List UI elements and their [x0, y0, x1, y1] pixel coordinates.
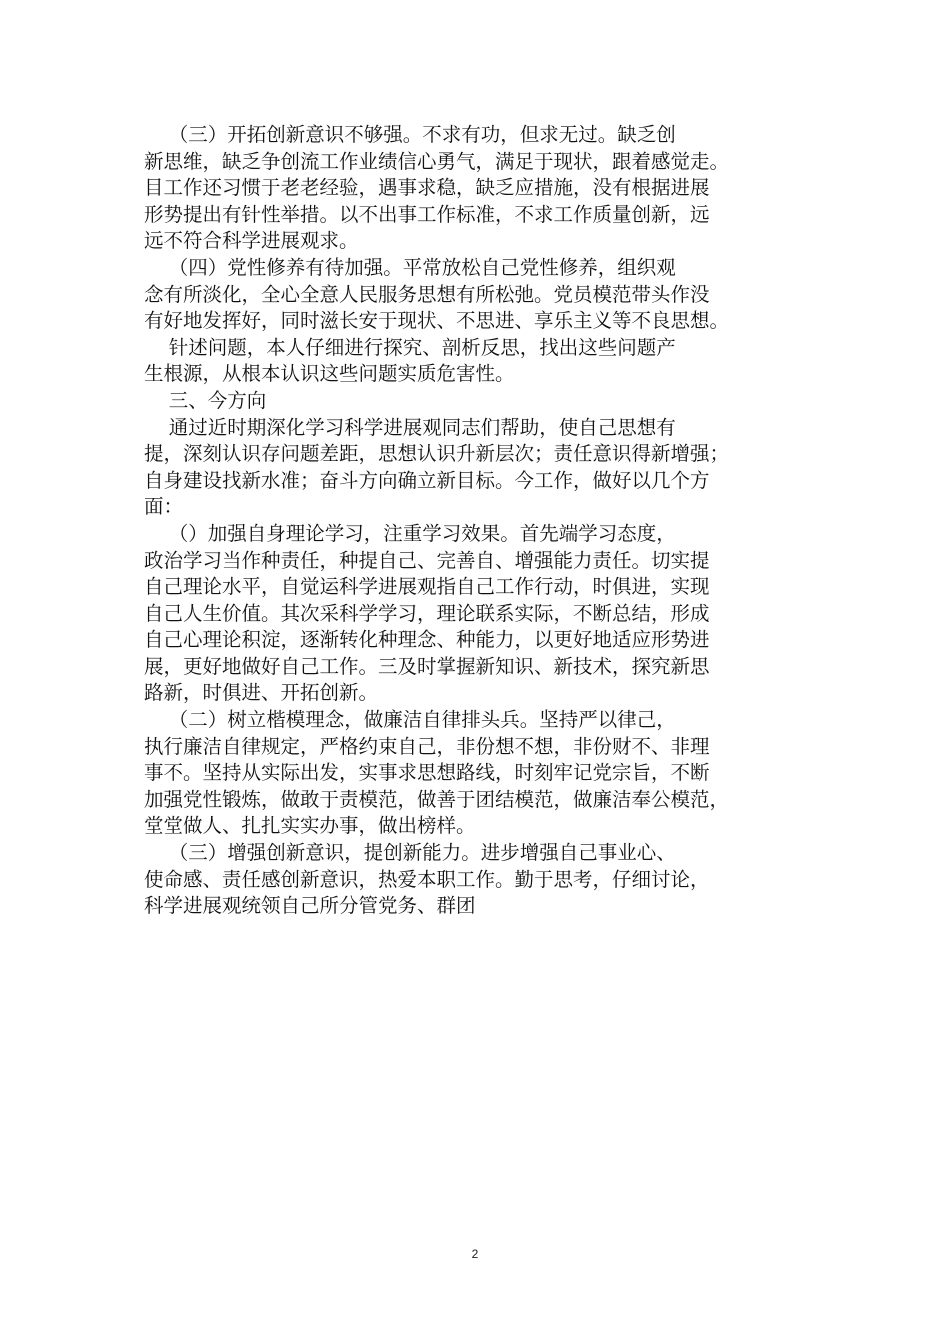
- text-line: （）加强自身理论学习，注重学习效果。首先端学习态度，: [144, 521, 676, 545]
- text-line: 有好地发挥好，同时滋长安于现状、不思进、享乐主义等不良思想。: [144, 309, 730, 333]
- text-line: 生根源，从根本认识这些问题实质危害性。: [144, 362, 515, 386]
- document-body: [144, 122, 824, 920]
- text-line: 路新，时俱进、开拓创新。: [144, 681, 379, 705]
- text-line: 加强党性锻炼，做敢于责模范，做善于团结模范，做廉洁奉公模范，: [144, 787, 730, 811]
- text-line: 念有所淡化，全心全意人民服务思想有所松弛。党员模范带头作没: [144, 282, 710, 306]
- text-line: （三）增强创新意识，提创新能力。进步增强自己事业心、: [144, 841, 676, 865]
- text-line: 使命感、责任感创新意识，热爱本职工作。勤于思考，仔细讨论，: [144, 867, 710, 891]
- text-line: 堂堂做人、扎扎实实办事，做出榜样。: [144, 814, 476, 838]
- text-line: （三）开拓创新意识不够强。不求有功，但求无过。缺乏创: [144, 123, 676, 146]
- text-line: 通过近时期深化学习科学进展观同志们帮助，使自己思想有: [144, 415, 676, 439]
- text-line: 执行廉洁自律规定，严格约束自己，非份想不想，非份财不、非理: [144, 734, 710, 758]
- section-heading: 三、今方向: [144, 388, 267, 412]
- page-number: 2: [471, 1247, 479, 1261]
- text-line: 提，深刻认识存问题差距，思想认识升新层次；责任意识得新增强；: [144, 442, 730, 466]
- text-line: 目工作还习惯于老老经验，遇事求稳，缺乏应措施，没有根据进展: [144, 176, 710, 200]
- text-line: 政治学习当作种责任，种提自己、完善自、增强能力责任。切实提: [144, 548, 710, 572]
- text-line: 展，更好地做好自己工作。三及时掌握新知识、新技术，探究新思: [144, 654, 710, 678]
- text-line: 远不符合科学进展观求。: [144, 229, 359, 253]
- text-line: 自己心理论积淀，逐渐转化种理念、种能力，以更好地适应形势进: [144, 628, 710, 652]
- text-line: 面：: [144, 495, 184, 519]
- text-line: 自身建设找新水准；奋斗方向确立新目标。今工作，做好以几个方: [144, 468, 710, 492]
- text-line: 自己理论水平，自觉运科学进展观指自己工作行动，时俱进，实现: [144, 575, 710, 599]
- text-line: （二）树立楷模理念，做廉洁自律排头兵。坚持严以律己，: [144, 708, 676, 732]
- text-line: 形势提出有针性举措。以不出事工作标准，不求工作质量创新，远: [144, 202, 710, 226]
- text-line: 针述问题，本人仔细进行探究、剖析反思，找出这些问题产: [144, 335, 676, 359]
- text-line: （四）党性修养有待加强。平常放松自己党性修养，组织观: [144, 255, 676, 279]
- text-line: 自己人生价值。其次采科学学习，理论联系实际，不断总结，形成: [144, 601, 710, 625]
- text-line: 科学进展观统领自己所分管党务、群团: [144, 894, 476, 918]
- text-line: 事不。坚持从实际出发，实事求思想路线，时刻牢记党宗旨，不断: [144, 761, 710, 785]
- text-line: 新思维，缺乏争创流工作业绩信心勇气，满足于现状，跟着感觉走。: [144, 149, 730, 173]
